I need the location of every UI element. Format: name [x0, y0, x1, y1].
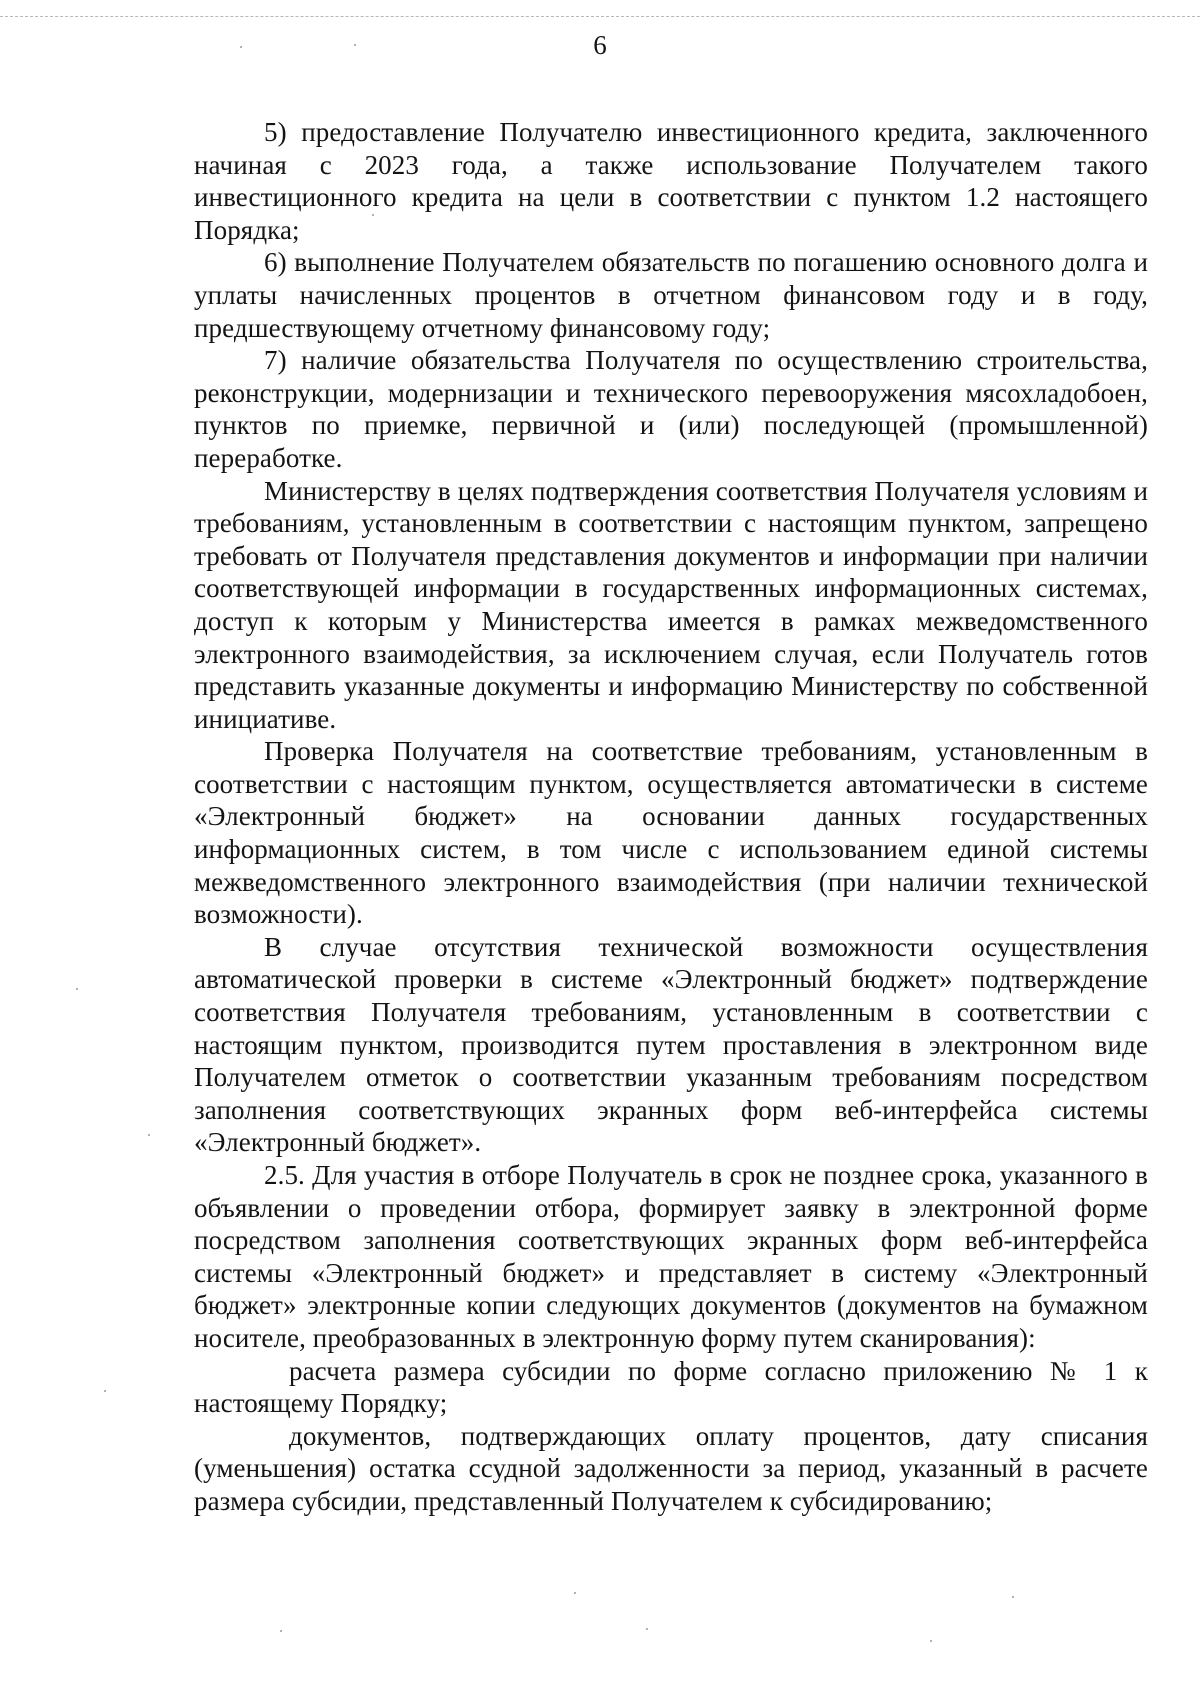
scan-speck	[240, 46, 242, 48]
scan-speck	[280, 1630, 282, 1632]
scan-edge-line	[0, 16, 1200, 17]
paragraph-item-5: 5) предоставление Получателю инвестиционного кредита, заключенного начиная с 2023 года, а также использование Получателем такого инвестиционного кредита на цели в соответствии с пунктом 1.2 настоящего Порядка;	[194, 117, 1148, 245]
scan-speck	[372, 214, 374, 216]
scan-speck	[1012, 1596, 1014, 1598]
paragraph-payment-documents: документов, подтверждающих оплату процентов, дату списания (уменьшения) остатка ссудной задолженности за период, указанный в расчете размера субсидии, представленный Получателем к субсидированию;	[194, 1420, 1148, 1516]
paragraph-ministry-restriction: Министерству в целях подтверждения соответствия Получателя условиям и требованиям, установленным в соответствии с настоящим пунктом, запрещено требовать от Получателя представления документов и информации при наличии соответствующей информации в государственных информационных системах, доступ к которым у Министерства имеется в рамках межведомственного электронного взаимодействия, за исключением случая, если Получатель готов представить указанные документы и информацию Министерству по собственной инициативе.	[194, 475, 1148, 734]
scan-speck	[646, 1628, 648, 1630]
page-number: 6	[593, 30, 607, 60]
document-body	[194, 116, 1148, 1518]
paragraph-section-2-5: 2.5. Для участия в отборе Получатель в срок не позднее срока, указанного в объявлении о проведении отбора, формирует заявку в электронной форме посредством заполнения соответствующих экранных форм веб-интерфейса системы «Электронный бюджет» и представляет в систему «Электронный бюджет» электронные копии следующих документов (документов на бумажном носителе, преобразованных в электронную форму путем сканирования):	[194, 1160, 1148, 1353]
scan-speck	[148, 1134, 150, 1136]
scan-speck	[354, 44, 356, 46]
paragraph-subsidy-calculation: расчета размера субсидии по форме согласно приложению № 1 к настоящему Порядку;	[194, 1355, 1148, 1419]
paragraph-manual-confirmation: В случае отсутствия технической возможности осуществления автоматической проверки в системе «Электронный бюджет» подтверждение соответствия Получателя требованиям, установленным в соответствии с настоящим пунктом, производится путем проставления в электронном виде Получателем отметок о соответствии указанным требованиям посредством заполнения соответствующих экранных форм веб-интерфейса системы «Электронный бюджет».	[194, 931, 1148, 1158]
scan-speck	[104, 1390, 106, 1392]
scan-speck	[76, 988, 78, 990]
paragraph-item-6: 6) выполнение Получателем обязательств по погашению основного долга и уплаты начисленных процентов в отчетном финансовом году и в году, предшествующему отчетному финансовому году;	[194, 247, 1148, 343]
scan-speck	[574, 1592, 576, 1594]
scan-speck	[930, 1640, 932, 1642]
paragraph-automatic-check: Проверка Получателя на соответствие требованиям, установленным в соответствии с настоящим пунктом, осуществляется автоматически в системе «Электронный бюджет» на основании данных государственных информационных систем, в том числе с использованием единой системы межведомственного электронного взаимодействия (при наличии технической возможности).	[194, 736, 1148, 930]
paragraph-item-7: 7) наличие обязательства Получателя по осуществлению строительства, реконструкции, модернизации и технического перевооружения мясохладобоен, пунктов по приемке, первичной и (или) последующей (промышленной) переработке.	[194, 345, 1148, 473]
